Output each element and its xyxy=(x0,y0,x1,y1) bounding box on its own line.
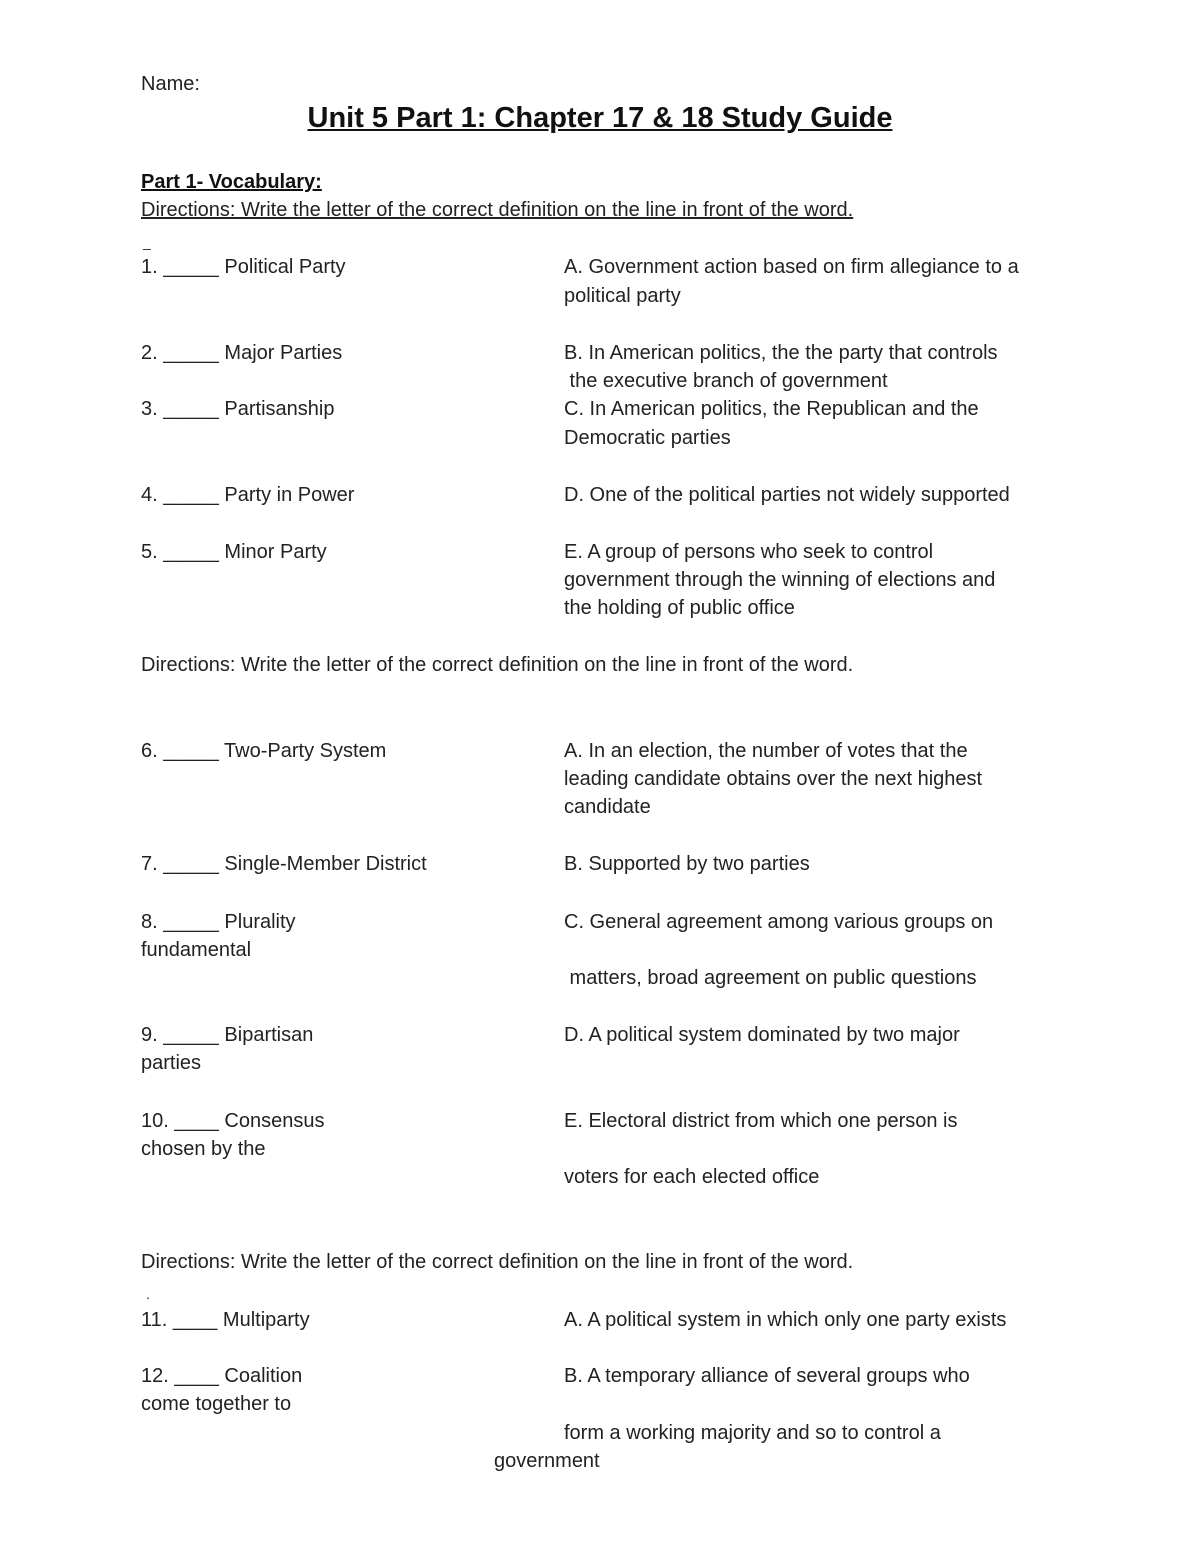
definition-line: A. A political system in which only one party exists xyxy=(564,1309,1007,1331)
term-2: 2. _____ Major Parties xyxy=(141,342,343,364)
definition-line: E. A group of persons who seek to control xyxy=(564,541,934,563)
term-6: 6. _____ Two-Party System xyxy=(141,740,387,762)
term-9-overflow: parties xyxy=(141,1052,202,1074)
term-7: 7. _____ Single-Member District xyxy=(141,853,427,875)
stray-mark: _ xyxy=(143,234,151,250)
term-8: 8. _____ Plurality xyxy=(141,911,296,933)
definition-line: A. In an election, the number of votes that the xyxy=(564,740,968,762)
term-5: 5. _____ Minor Party xyxy=(141,541,327,563)
term-10: 10. ____ Consensus xyxy=(141,1110,325,1132)
term-11: 11. ____ Multiparty xyxy=(141,1309,310,1331)
part1-heading: Part 1- Vocabulary: xyxy=(141,171,322,193)
definition-line: D. One of the political parties not widely supported xyxy=(564,484,1010,506)
term-1: 1. _____ Political Party xyxy=(141,256,346,278)
definition-line: matters, broad agreement on public questions xyxy=(564,967,977,989)
definition-line: C. In American politics, the Republican and the xyxy=(564,398,979,420)
definition-line: B. Supported by two parties xyxy=(564,853,810,875)
definition-line: A. Government action based on firm allegiance to a xyxy=(564,256,1019,278)
section3-directions: Directions: Write the letter of the correct definition on the line in front of the word. xyxy=(141,1251,854,1273)
page-title: Unit 5 Part 1: Chapter 17 & 18 Study Guide xyxy=(307,102,893,134)
definition-line: candidate xyxy=(564,796,651,818)
definition-line: the holding of public office xyxy=(564,597,795,619)
definition-line: voters for each elected office xyxy=(564,1166,820,1188)
term-12: 12. ____ Coalition xyxy=(141,1365,303,1387)
name-label: Name: xyxy=(141,73,200,95)
stray-mark: . xyxy=(146,1286,150,1302)
definition-line: government xyxy=(494,1450,600,1472)
term-3: 3. _____ Partisanship xyxy=(141,398,335,420)
term-12-overflow: come together to xyxy=(141,1393,292,1415)
definition-line: form a working majority and so to control a xyxy=(564,1422,941,1444)
definition-line: D. A political system dominated by two major xyxy=(564,1024,960,1046)
definition-line: the executive branch of government xyxy=(564,370,888,392)
definition-line: E. Electoral district from which one person is xyxy=(564,1110,958,1132)
part1-directions: Directions: Write the letter of the correct definition on the line in front of the word. xyxy=(141,199,854,221)
definition-line: government through the winning of elections and xyxy=(564,569,996,591)
term-4: 4. _____ Party in Power xyxy=(141,484,355,506)
section2-directions: Directions: Write the letter of the correct definition on the line in front of the word. xyxy=(141,654,854,676)
definition-line: B. A temporary alliance of several groups who xyxy=(564,1365,970,1387)
definition-line: Democratic parties xyxy=(564,427,731,449)
definition-line: leading candidate obtains over the next highest xyxy=(564,768,983,790)
definition-line: political party xyxy=(564,285,681,307)
definition-line: B. In American politics, the the party that controls xyxy=(564,342,998,364)
definition-line: C. General agreement among various groups on xyxy=(564,911,994,933)
term-10-overflow: chosen by the xyxy=(141,1138,266,1160)
term-9: 9. _____ Bipartisan xyxy=(141,1024,314,1046)
term-8-overflow: fundamental xyxy=(141,939,252,961)
